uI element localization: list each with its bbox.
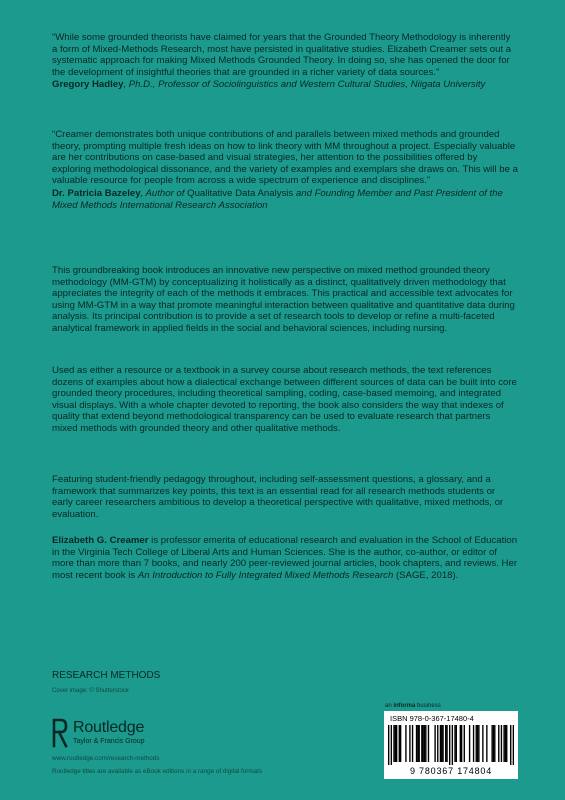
author-bio-text (52, 535, 518, 581)
barcode-bar (400, 725, 401, 762)
barcode-bar (417, 725, 418, 762)
barcode-bar (452, 725, 453, 765)
quote-affiliation-post: and Founding Member and Past President of the Mixed Methods International Research Association (52, 187, 503, 211)
endorsement-quote (52, 129, 518, 211)
barcode-bar (409, 725, 410, 762)
barcode-bar (399, 725, 400, 762)
barcode-bar (513, 725, 514, 765)
quote-affiliation-pre: , Author of (140, 187, 188, 199)
informa-brand: informa (393, 703, 416, 709)
barcode-bar (446, 725, 447, 762)
description-paragraph (52, 265, 518, 335)
ebook-note: Routledge titles are available as eBook editions in a range of digital formats (52, 768, 263, 775)
barcode-bar (437, 725, 438, 762)
barcode-bar (449, 725, 450, 765)
barcode-bar (464, 725, 465, 762)
routledge-logo (52, 718, 182, 752)
barcode-bar (440, 725, 441, 762)
description-text: Used as either a resource or a textbook in a survey course about research methods, the text references dozens of examples about how a dialectical exchange between different sources of data can be built into core grounded theory procedures, including theoretical sampling, coding, case-based memoing, and integrated visual displays. With a whole chapter devoted to reporting, the book also considers the way that indexes of quality that extend beyond methodological transparency can be used to evaluate research that partners mixed methods with grounded theory and other qualitative methods. (52, 365, 517, 434)
barcode-bar (461, 725, 462, 762)
cover-image-credit: Cover image: © Shutterstock (52, 688, 129, 694)
barcode-image (388, 725, 514, 765)
informa-prefix: an (385, 703, 394, 709)
publisher-group: Taylor & Francis Group (73, 738, 145, 745)
description-text: This groundbreaking book introduces an innovative new perspective on mixed method grounded theory methodology (MM-GTM) by conceptualizing it holistically as a distinct, qualitatively driven methodology that appreciates the integrity of each of the methods it embraces. This practical and accessible text advocates for using MM-GTM in a way that promote meaningful interaction between qualitative and quantitative data during analysis. Its principal contribution is to provide a set of research tools to develop or refine a multi-faceted analytical framework in applied fields in the social and behavioral sciences, including nursing. (52, 265, 515, 334)
quote-attribution (52, 188, 518, 211)
author-name: Elizabeth G. Creamer (52, 535, 149, 546)
barcode-panel (384, 711, 518, 779)
barcode-bar (425, 725, 426, 762)
quote-affiliation: , Ph.D., Professor of Sociolinguistics and Western Cultural Studies, Niigata University (123, 79, 486, 91)
quote-attribution (52, 79, 518, 91)
barcode-bar (393, 725, 394, 762)
barcode-bar (477, 725, 478, 762)
endorsement-quote (52, 32, 518, 91)
barcode-bar (510, 725, 511, 765)
informa-suffix: business (415, 703, 441, 709)
bio-recent-book: An Introduction to Fully Integrated Mixed Methods Research (137, 569, 394, 581)
bio-tail: (SAGE, 2018). (393, 569, 459, 581)
informa-business-tag (385, 703, 441, 709)
quote-text: “Creamer demonstrates both unique contributions of and parallels between mixed methods and grounded theory, prompting multiple fresh ideas on how to link theory with MM throughout a project. Especially valuable are her contributions on case-based and visual strategies, her attention to the possibilities offered by exploring methodological dissonance, and the variety of examples and exemplars she draws on. This will be a valuable resource for people from across a wide spectrum of experience and disciplines.” (52, 129, 518, 187)
barcode-bar (476, 725, 477, 762)
barcode-bar (498, 725, 499, 762)
barcode-bar (391, 725, 392, 765)
author-bio (52, 535, 518, 581)
barcode-bar (388, 725, 389, 765)
description-text: Featuring student-friendly pedagogy throughout, including self-assessment questions, a glossary, and a framework that summarizes key points, this text is an essential read for all research methods students or early career researchers ambitious to develop a theoretical perspective with qualitative, mixed methods, or evaluation. (52, 474, 504, 520)
quote-author: Gregory Hadley (52, 79, 124, 91)
barcode-bar (424, 725, 425, 762)
barcode-bar (473, 725, 474, 762)
barcode-bar (412, 725, 413, 762)
barcode-bar (503, 725, 504, 762)
barcode-bar (421, 725, 422, 762)
barcode-bar (395, 725, 396, 762)
barcode-bar (445, 725, 446, 762)
routledge-r-icon (52, 718, 68, 748)
barcode-bar (434, 725, 435, 762)
subject-category: RESEARCH METHODS (52, 670, 161, 681)
barcode-bar (422, 725, 423, 762)
barcode-bar (454, 725, 455, 762)
quote-text: “While some grounded theorists have claimed for years that the Grounded Theory Methodology is inherently a form of Mixed-Methods Research, most have persisted in qualitative studies. Elizabeth Creamer sets out a systematic approach for making Mixed Methods Grounded Theory. In doing so, she has opened the door for the development of insightful theories that are grounded in a richer variety of data sources.” (52, 32, 512, 78)
publisher-website: www.routledge.com/research-methods (52, 755, 160, 762)
barcode-bar (428, 725, 429, 762)
barcode-digits: 9 780367 174804 (409, 766, 493, 776)
barcode-bar (493, 725, 494, 762)
barcode-bar (405, 725, 406, 762)
barcode-bar (494, 725, 495, 762)
barcode-bar (469, 725, 470, 762)
barcode-bar (501, 725, 502, 762)
barcode-bar (441, 725, 442, 762)
publisher-name: Routledge (73, 719, 145, 736)
barcode-bar (419, 725, 420, 762)
barcode-bar (460, 725, 461, 762)
barcode-bar (486, 725, 487, 762)
isbn-label: ISBN 978-0-367-17480-4 (390, 714, 474, 723)
quote-affiliation-book: Qualitative Data Analysis (187, 187, 294, 199)
barcode-bar (506, 725, 507, 762)
bio-body: is professor emerita of educational research and evaluation in the School of Education in the Virginia Tech College of Liberal Arts and Human Sciences. She is the author, co-author, or editor of more than more than 7 books, and nearly 200 peer-reviewed journal articles, book chapters, and reviews. Her most recent book is (52, 535, 518, 581)
quote-author: Dr. Patricia Bazeley (52, 187, 141, 199)
barcode-bar (396, 725, 397, 762)
barcode-bar (482, 725, 483, 762)
barcode-bar (416, 725, 417, 762)
barcode-bar (456, 725, 457, 762)
barcode-bar (505, 725, 506, 762)
description-paragraph (52, 474, 518, 520)
barcode-bar (478, 725, 479, 762)
barcode-bar (491, 725, 492, 762)
description-paragraph (52, 365, 518, 435)
barcode-bar (442, 725, 443, 762)
